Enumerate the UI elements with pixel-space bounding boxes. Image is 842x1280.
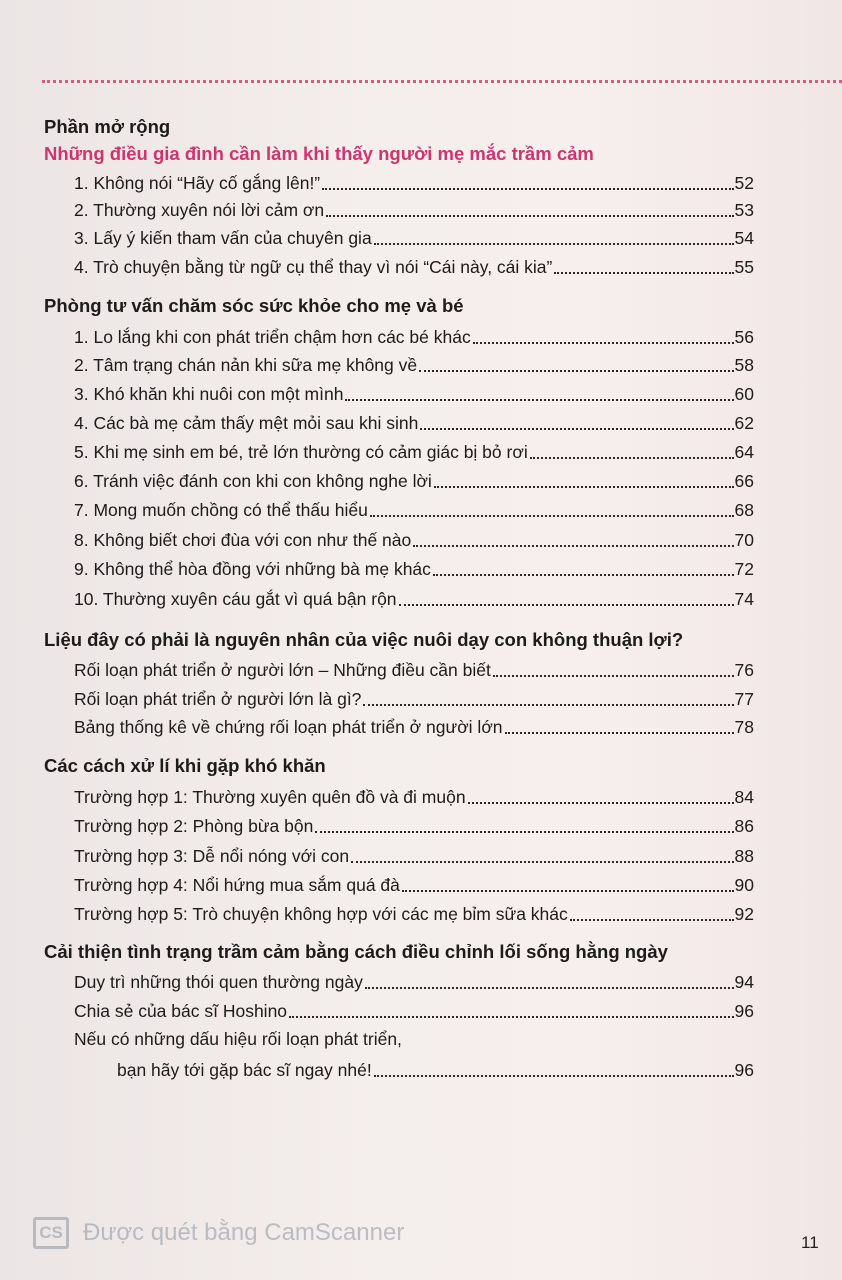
entry-label: bạn hãy tới gặp bác sĩ ngay nhé! [117, 1060, 372, 1080]
section-title: Liệu đây có phải là nguyên nhân của việc nuôi dạy con không thuận lợi? [44, 629, 684, 650]
entry-label: Rối loạn phát triển ở người lớn – Những điều cần biết [74, 660, 491, 680]
dot-leader [370, 515, 734, 517]
entry-page: 94 [734, 972, 754, 992]
entry-page: 54 [734, 228, 754, 248]
watermark-text: Được quét bằng CamScanner [83, 1219, 405, 1246]
entry-page: 96 [734, 1060, 754, 1080]
toc-entry[interactable] [74, 437, 754, 465]
toc-entry[interactable] [74, 223, 754, 251]
entry-label: 3. Lấy ý kiến tham vấn của chuyên gia [74, 228, 372, 248]
toc-entry[interactable] [74, 554, 754, 582]
entry-label: 2. Tâm trạng chán nản khi sữa mẹ không về [74, 355, 418, 375]
entry-page: 92 [734, 904, 754, 924]
entry-page: 53 [734, 200, 754, 220]
toc-entry[interactable] [74, 584, 754, 612]
toc-entry[interactable] [74, 996, 754, 1024]
dot-leader [554, 272, 733, 274]
dot-leader [505, 732, 734, 734]
entry-label: 2. Thường xuyên nói lời cảm ơn [74, 200, 325, 220]
entry-label: 9. Không thể hòa đồng với những bà mẹ khác [74, 559, 431, 579]
entry-label: 5. Khi mẹ sinh em bé, trẻ lớn thường có cảm giác bị bỏ rơi [74, 442, 528, 462]
toc-entry[interactable] [74, 684, 754, 712]
toc-entry[interactable] [74, 322, 754, 350]
toc-entry[interactable] [74, 782, 754, 810]
entry-label: Chia sẻ của bác sĩ Hoshino [74, 1001, 288, 1021]
dot-leader [413, 545, 733, 547]
toc-entry[interactable] [74, 811, 754, 839]
entry-label: Trường hợp 1: Thường xuyên quên đồ và đi muộn [74, 787, 466, 807]
entry-label: Duy trì những thói quen thường ngày [74, 972, 363, 992]
toc-entry[interactable] [74, 252, 754, 280]
dot-leader [289, 1016, 733, 1018]
entry-page: 76 [734, 660, 754, 680]
entry-page: 88 [734, 846, 754, 866]
top-dotted-rule [42, 80, 842, 83]
entry-label: 1. Lo lắng khi con phát triển chậm hơn các bé khác [74, 327, 471, 347]
entry-page: 78 [734, 717, 754, 737]
entry-page: 72 [734, 559, 754, 579]
page-number: 11 [801, 1233, 819, 1252]
dot-leader [530, 457, 734, 459]
entry-label: 6. Tránh việc đánh con khi con không nghe lời [74, 471, 432, 491]
dot-leader [363, 704, 733, 706]
dot-leader [345, 399, 733, 401]
dot-leader [473, 342, 734, 344]
entry-page: 70 [734, 530, 754, 550]
entry-label: 8. Không biết chơi đùa với con như thế nào [74, 530, 412, 550]
toc-entry[interactable] [74, 195, 754, 223]
dot-leader [419, 370, 733, 372]
dot-leader [374, 1075, 734, 1077]
toc-entry[interactable] [74, 466, 754, 494]
entry-page: 68 [734, 500, 754, 520]
entry-label: Trường hợp 2: Phòng bừa bộn [74, 816, 314, 836]
entry-page: 64 [734, 442, 754, 462]
dot-leader [493, 675, 734, 677]
entry-label: Trường hợp 4: Nổi hứng mua sắm quá đà [74, 875, 400, 895]
entry-page: 90 [734, 875, 754, 895]
toc-entry[interactable] [74, 525, 754, 553]
entry-label: 7. Mong muốn chồng có thể thấu hiểu [74, 500, 368, 520]
toc-entry[interactable] [74, 870, 754, 898]
toc-entry[interactable] [74, 350, 754, 378]
entry-label: 10. Thường xuyên cáu gắt vì quá bận rộn [74, 589, 397, 609]
dot-leader [365, 987, 734, 989]
entry-label: 1. Không nói “Hãy cố gắng lên!” [74, 173, 321, 193]
entry-label: Bảng thống kê về chứng rối loạn phát triển ở người lớn [74, 717, 503, 737]
dot-leader [374, 243, 734, 245]
toc-entry[interactable] [74, 168, 754, 196]
toc-entry[interactable] [117, 1055, 754, 1083]
entry-page: 66 [734, 471, 754, 491]
section-title: Cải thiện tình trạng trầm cảm bằng cách điều chỉnh lối sống hằng ngày [44, 941, 668, 962]
entry-label: 4. Các bà mẹ cảm thấy mệt mỏi sau khi sinh [74, 413, 419, 433]
camscanner-watermark [33, 1213, 404, 1253]
entry-page: 55 [734, 257, 754, 277]
entry-label: 3. Khó khăn khi nuôi con một mình [74, 384, 344, 404]
entry-page: 77 [734, 689, 754, 709]
entry-label: Trường hợp 5: Trò chuyện không hợp với các mẹ bỉm sữa khác [74, 904, 568, 924]
dot-leader [420, 428, 733, 430]
toc-entry[interactable] [74, 495, 754, 523]
dot-leader [468, 802, 734, 804]
dot-leader [322, 188, 733, 190]
toc-entry[interactable] [74, 379, 754, 407]
entry-page: 84 [734, 787, 754, 807]
dot-leader [326, 215, 733, 217]
toc-entry[interactable] [74, 655, 754, 683]
toc-entry[interactable] [74, 899, 754, 927]
section-title: Các cách xử lí khi gặp khó khăn [44, 755, 326, 776]
entry-page: 74 [734, 589, 754, 609]
toc-entry[interactable] [74, 712, 754, 740]
entry-page: 60 [734, 384, 754, 404]
section-title: Phần mở rộng [44, 116, 171, 137]
dot-leader [351, 861, 733, 863]
entry-page: 58 [734, 355, 754, 375]
toc-entry[interactable] [74, 408, 754, 436]
entry-page: 96 [734, 1001, 754, 1021]
entry-page: 62 [734, 413, 754, 433]
entry-label: Trường hợp 3: Dễ nổi nóng với con [74, 846, 350, 866]
camscanner-icon: CS [33, 1217, 69, 1249]
dot-leader [433, 574, 734, 576]
entry-label: Rối loạn phát triển ở người lớn là gì? [74, 689, 362, 709]
toc-entry[interactable] [74, 841, 754, 869]
dot-leader [434, 486, 734, 488]
section-subtitle: Những điều gia đình cần làm khi thấy người mẹ mắc trầm cảm [44, 143, 594, 164]
toc-entry[interactable] [74, 967, 754, 995]
entry-label: 4. Trò chuyện bằng từ ngữ cụ thể thay vì nói “Cái này, cái kia” [74, 257, 553, 277]
dot-leader [399, 604, 734, 606]
dot-leader [315, 831, 733, 833]
dot-leader [570, 919, 734, 921]
entry-page: 86 [734, 816, 754, 836]
dot-leader [402, 890, 734, 892]
entry-page: 56 [734, 327, 754, 347]
entry-label-line1[interactable]: Nếu có những dấu hiệu rối loạn phát triển, [74, 1029, 402, 1049]
section-title: Phòng tư vấn chăm sóc sức khỏe cho mẹ và bé [44, 295, 464, 316]
entry-page: 52 [734, 173, 754, 193]
